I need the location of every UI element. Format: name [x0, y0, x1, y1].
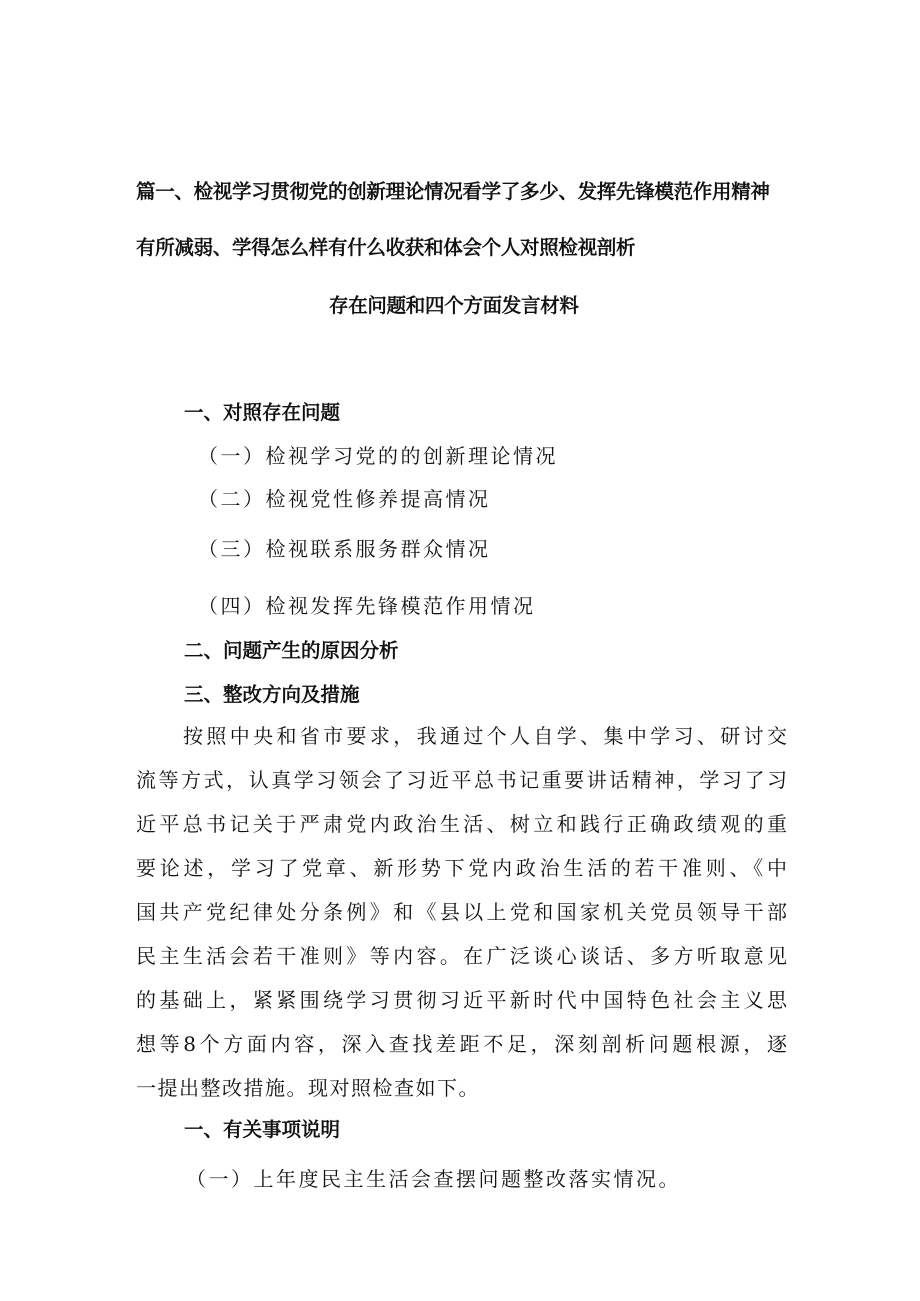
body-line-last: 一提出整改措施。现对照检查如下。: [136, 1076, 480, 1100]
section-heading-3: 三、整改方向及措施: [184, 683, 360, 706]
body-line: 想等8个方面内容，深入查找差距不足，深刻剖析问题根源，逐: [136, 1032, 787, 1056]
doc-title-line-1: 篇一、检视学习贯彻党的创新理论情况看学了多少、发挥先锋模范作用精神: [136, 180, 770, 203]
body-line: 近平总书记关于严肃党内政治生活、树立和践行正确政绩观的重: [136, 812, 787, 836]
subsection-1-2: （二）检视党性修养提高情况: [198, 487, 491, 511]
doc-title-line-2: 有所减弱、学得怎么样有什么收获和体会个人对照检视剖析: [136, 236, 636, 259]
doc-title-line-3: 存在问题和四个方面发言材料: [329, 294, 579, 317]
body-line: 流等方式，认真学习领会了习近平总书记重要讲话精神，学习了习: [136, 768, 787, 792]
body-line: 要论述，学习了党章、新形势下党内政治生活的若干准则、《中: [136, 856, 787, 880]
section-heading-2: 二、问题产生的原因分析: [184, 639, 399, 662]
subsection-1-1: （一）检视学习党的的创新理论情况: [198, 444, 558, 468]
section-heading-4: 一、有关事项说明: [184, 1118, 341, 1141]
body-line: 民主生活会若干准则》等内容。在广泛谈心谈话、多方听取意见: [136, 944, 787, 968]
body-line: 的基础上，紧紧围绕学习贯彻习近平新时代中国特色社会主义思: [136, 988, 787, 1012]
body-line: 国共产党纪律处分条例》和《县以上党和国家机关党员领导干部: [136, 900, 787, 924]
subsection-1-3: （三）检视联系服务群众情况: [198, 537, 491, 561]
body-line: 按照中央和省市要求，我通过个人自学、集中学习、研讨交: [183, 724, 787, 748]
subsection-4-1: （一）上年度民主生活会查摆问题整改落实情况。: [186, 1167, 681, 1191]
subsection-1-4: （四）检视发挥先锋模范作用情况: [198, 594, 536, 618]
section-heading-1: 一、对照存在问题: [184, 401, 341, 424]
